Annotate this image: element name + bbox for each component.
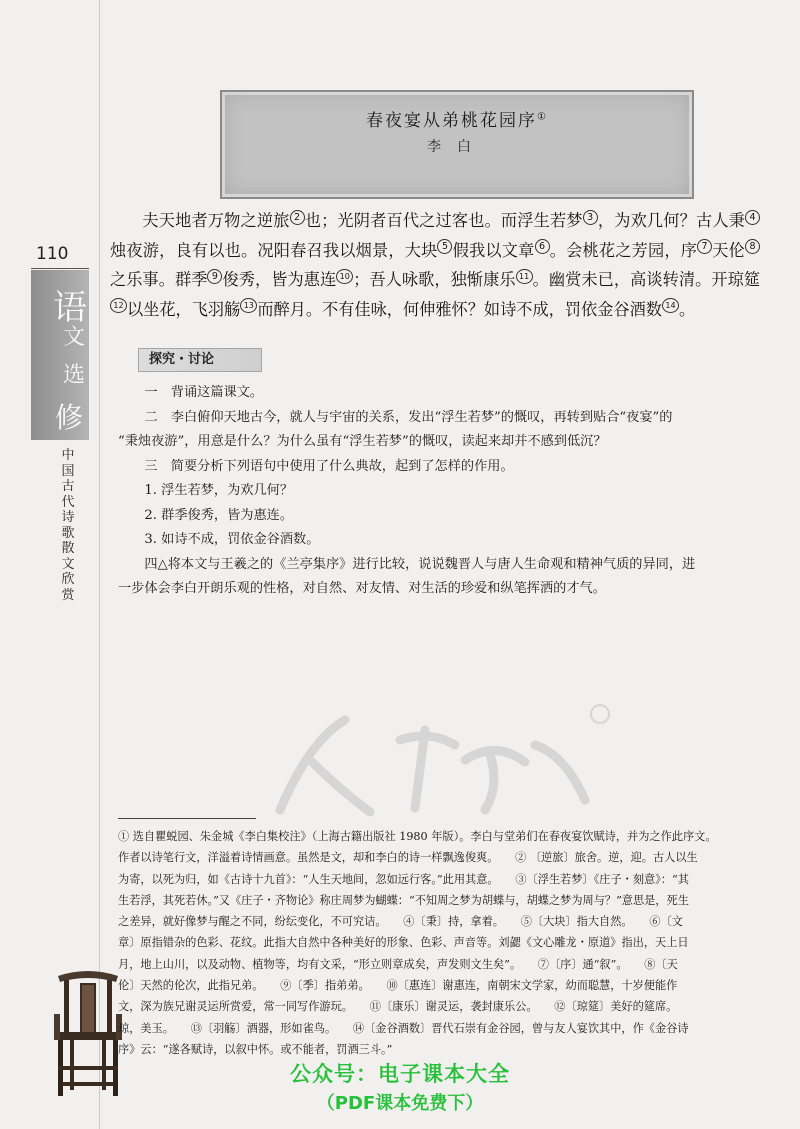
- footnote-marker: 14: [662, 298, 679, 313]
- footnote-line: 序》云：“遂各赋诗，以叙中怀。或不能者，罚酒三斗。”: [118, 1042, 393, 1056]
- footnote-marker: 12: [110, 298, 127, 313]
- footnote-line: 琼，美玉。 ⑬〔羽觞〕酒器，形如雀鸟。 ⑭〔金谷酒数〕晋代石崇有金谷园，曾与友人宴饮其中，作《金谷诗: [118, 1021, 689, 1035]
- footnote-marker: 13: [240, 298, 257, 313]
- footnote-line: 章〕原指错杂的色彩、花纹。此指大自然中各种美好的形象、色彩、声音等。刘勰《文心雕龙・原道》指出，天上日: [118, 936, 689, 950]
- vertical-title-char: 代: [61, 494, 75, 510]
- vertical-title-char: 散: [61, 541, 75, 556]
- question-3-item: 1. 浮生若梦，为欢几何？: [144, 483, 294, 498]
- promo-banner: [200, 1058, 600, 1115]
- vertical-title-char: 歌: [61, 525, 75, 541]
- footnote-marker: 4: [745, 210, 760, 225]
- discussion-questions: [118, 381, 758, 602]
- question-4-continued: 一步体会李白开朗乐观的性格，对自然、对友情、对生活的珍爱和纵笔挥洒的才气。: [118, 581, 606, 596]
- side-tab-char: 文: [63, 325, 86, 350]
- author-name: 李白: [427, 139, 487, 155]
- article-title: [222, 106, 692, 131]
- footnote-marker: 5: [437, 239, 452, 254]
- footnote-rule: [118, 818, 256, 819]
- footnote-line: 月，地上山川，以及动物、植物等，均有文采，“形立则章成矣，声发则文生矣”。 ⑦〔序〕通“叙”。 ⑧〔天: [118, 957, 678, 971]
- text-segment: 也；光阴者百代之过客也。而浮生若梦: [304, 211, 583, 230]
- footnote-line: 伦〕天然的伦次，此指兄弟。 ⑨〔季〕指弟弟。 ⑩〔惠连〕谢惠连，南朝宋文学家，幼而聪慧，十岁便能作: [118, 979, 678, 993]
- title-footnote-marker: ①: [537, 111, 548, 123]
- publisher-watermark-logo: [250, 700, 610, 820]
- text-segment: 。幽赏未已，高谈转清。开琼筵: [532, 270, 761, 289]
- text-segment: 。会桃花之芳园，序: [549, 240, 698, 260]
- footnote-marker: 11: [516, 269, 533, 284]
- text-segment: 天伦: [712, 240, 746, 260]
- footnote-line: 生若浮，其死若休。”又《庄子・齐物论》称庄周梦为蝴蝶：“不知周之梦为胡蝶与，胡蝶之梦为周与？”意思是，死生: [118, 893, 689, 907]
- vertical-title-char: 欣: [61, 572, 75, 587]
- footnote-marker: 2: [290, 210, 305, 225]
- vertical-title-char: 国: [61, 463, 75, 479]
- title-text: 春夜宴从弟桃花园序: [366, 111, 538, 131]
- footnote-line: 之差异，就好像梦与醒之不同，纷纭变化，不可究诘。 ④〔秉〕持，拿着。 ⑤〔大块〕指大自然。 ⑥〔文: [118, 915, 683, 929]
- banner-line-1: 公众号：电子课本大全: [290, 1062, 510, 1086]
- gutter-line: [99, 0, 100, 1129]
- text-segment: 俊秀，皆为惠连: [222, 270, 337, 289]
- side-tab-char: 选: [63, 363, 86, 388]
- footnote-line: 为寄，以死为归，如《古诗十九首》：“人生天地间，忽如远行客。”此用其意。 ③〔浮生若梦〕《庄子・刻意》：“其: [118, 872, 689, 886]
- question-2-continued: “秉烛夜游”，用意是什么？为什么虽有“浮生若梦”的慨叹，读起来却并不感到低沉？: [118, 434, 607, 449]
- question-4: 四△将本文与王羲之的《兰亭集序》进行比较，说说魏晋人与唐人生命观和精神气质的异同，进: [144, 556, 696, 572]
- chair-icon: [52, 966, 124, 1098]
- title-box: [220, 90, 694, 199]
- footnote-marker: 7: [697, 239, 712, 254]
- text-segment: 之乐事。群季: [110, 270, 208, 289]
- vertical-title-char: 文: [61, 556, 75, 572]
- footnote-marker: 3: [583, 210, 598, 225]
- footnote-line: ① 选自瞿蜕园、朱金城《李白集校注》（上海古籍出版社 1980 年版）。李白与堂弟们在春夜宴饮赋诗，并为之作此序文。: [118, 830, 717, 843]
- text-segment: 夫天地者万物之逆旅: [142, 211, 290, 230]
- vertical-title-char: 古: [61, 479, 75, 494]
- footnote-line: 作者以诗笔行文，洋溢着诗情画意。虽然是文，却和李白的诗一样飘逸俊爽。 ② 〔逆旅〕旅舍。逆，迎。古人以生: [118, 851, 698, 865]
- question-3-item: 3. 如诗不成，罚依金谷酒数。: [144, 532, 320, 547]
- text-segment: 假我以文章: [452, 240, 535, 260]
- question-3: 三 简要分析下列语句中使用了什么典故，起到了怎样的作用。: [144, 458, 514, 474]
- text-segment: 。: [679, 299, 696, 319]
- side-tab-char: 语: [53, 288, 87, 328]
- vertical-title-char: 中: [61, 448, 75, 463]
- text-segment: ；吾人咏歌，独惭康乐: [353, 270, 516, 289]
- text-segment: 以坐花，飞羽觞: [127, 299, 241, 319]
- question-1: 一 背诵这篇课文。: [144, 385, 264, 400]
- footnote-marker: 9: [207, 269, 222, 284]
- vertical-title-char: 诗: [61, 510, 75, 525]
- text-segment: ，为欢几何？古人秉: [597, 211, 746, 230]
- side-tab: [31, 270, 89, 440]
- page-number: 110: [36, 244, 69, 264]
- question-3-item: 2. 群季俊秀，皆为惠连。: [144, 507, 294, 523]
- footnote-marker: 6: [535, 239, 550, 254]
- side-tab-char: 修: [55, 401, 84, 434]
- vertical-book-title: [60, 448, 76, 603]
- margin-rule: [31, 268, 89, 269]
- footnote-marker: 8: [745, 239, 760, 254]
- banner-line-2: （PDF课本免费下）: [316, 1093, 484, 1114]
- vertical-title-char: 赏: [61, 587, 75, 603]
- main-paragraph: [110, 206, 760, 324]
- section-badge: 探究・讨论: [138, 348, 262, 372]
- footnote-marker: 10: [336, 269, 353, 284]
- question-2: 二 李白俯仰天地古今，就人与宇宙的关系，发出“浮生若梦”的慨叹，再转到贴合“夜宴”的: [144, 409, 673, 425]
- text-segment: 烛夜游，良有以也。况阳春召我以烟景，大块: [110, 240, 438, 260]
- main-text: [110, 206, 760, 324]
- footnotes: [118, 826, 760, 1060]
- text-segment: 而醉月。不有佳咏，何伸雅怀？如诗不成，罚依金谷酒数: [257, 299, 662, 319]
- footnote-line: 文，深为族兄谢灵运所赏爱，常一同写作游玩。 ⑪〔康乐〕谢灵运，袭封康乐公。 ⑫〔琼筵〕美好的筵席。: [118, 1000, 678, 1014]
